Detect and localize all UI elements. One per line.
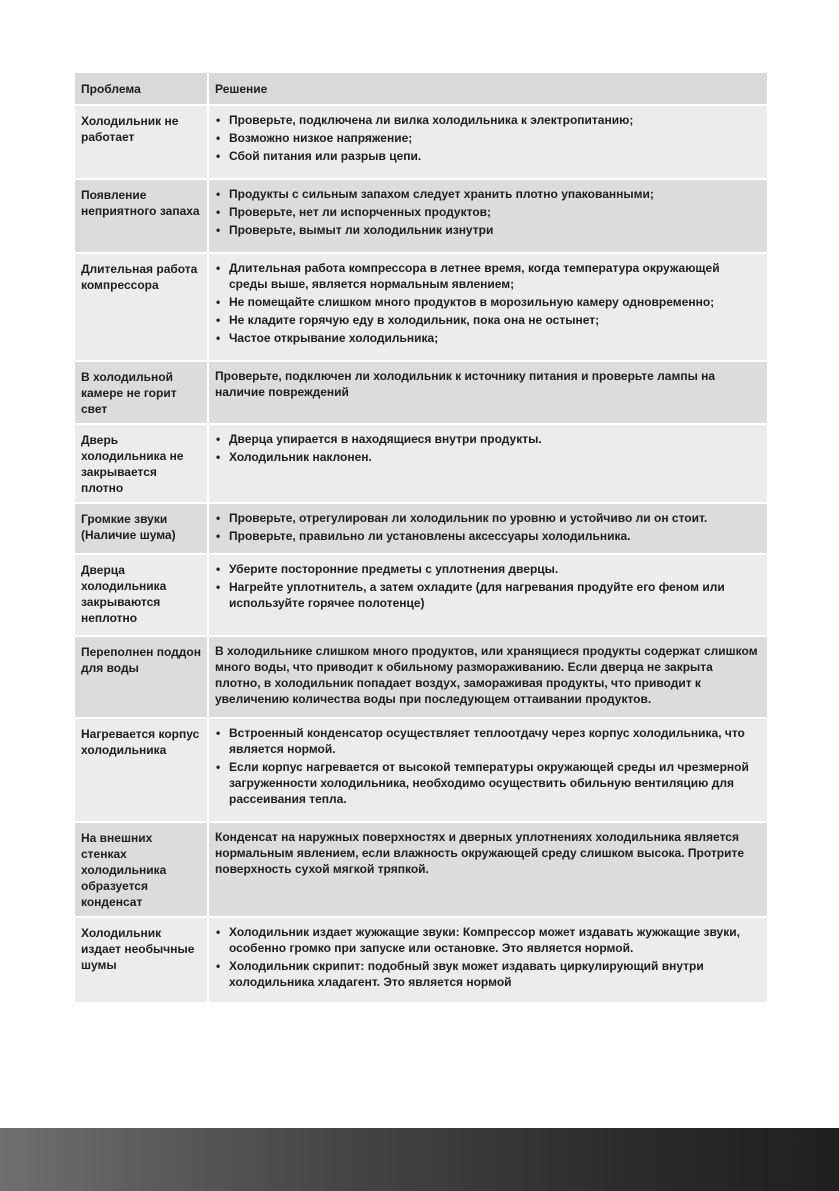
solution-list bbox=[215, 561, 761, 611]
problem-cell: Дверца холодильника закрываются неплотно bbox=[75, 554, 208, 636]
problem-cell: Переполнен поддон для воды bbox=[75, 636, 208, 718]
table-row bbox=[75, 822, 767, 917]
solution-list bbox=[215, 725, 761, 807]
list-item: • Сбой питания или разрыв цепи. bbox=[215, 148, 761, 164]
problem-cell: В холодильной камере не горит свет bbox=[75, 361, 208, 424]
problem-cell: Холодильник издает необычные шумы bbox=[75, 917, 208, 1003]
solution-text: В холодильнике слишком много продуктов, или хранящиеся продукты содержат слишком много воды, что приводит к обильному размораживанию. Если дверца не закрыта плотно, в холодильник попадает воздух, замораживая продукты, что приводит к увеличению количества воды при последующем оттаивании продуктов. bbox=[215, 644, 758, 706]
list-item: • Не помещайте слишком много продуктов в морозильную камеру одновременно; bbox=[215, 294, 761, 310]
list-item: • Проверьте, отрегулирован ли холодильник по уровню и устойчиво ли он стоит. bbox=[215, 510, 761, 526]
list-item: • Дверца упирается в находящиеся внутри продукты. bbox=[215, 431, 761, 447]
footer-bar bbox=[0, 1128, 839, 1191]
table-row bbox=[75, 503, 767, 554]
table-row bbox=[75, 718, 767, 822]
solution-cell bbox=[208, 179, 767, 253]
list-item: • Нагрейте уплотнитель, а затем охладите (для нагревания продуйте его феном или используйте горячее полотенце) bbox=[215, 579, 761, 611]
problem-cell: Дверь холодильника не закрывается плотно bbox=[75, 424, 208, 503]
table-row bbox=[75, 424, 767, 503]
problem-cell: На внешних стенках холодильника образуется конденсат bbox=[75, 822, 208, 917]
solution-list bbox=[215, 510, 761, 544]
troubleshooting-table bbox=[75, 73, 767, 1004]
list-item: • Проверьте, нет ли испорченных продуктов; bbox=[215, 204, 761, 220]
list-item: • Холодильник наклонен. bbox=[215, 449, 761, 465]
solution-cell bbox=[208, 361, 767, 424]
solution-list bbox=[215, 924, 761, 990]
list-item: • Холодильник скрипит: подобный звук может издавать циркулирующий внутри холодильника хладагент. Это является нормой bbox=[215, 958, 761, 990]
list-item: • Если корпус нагревается от высокой температуры окружающей среды ил чрезмерной загруженности холодильника, необходимо осуществить обильную вентиляцию для рассеивания тепла. bbox=[215, 759, 761, 807]
table-row bbox=[75, 253, 767, 361]
table-row bbox=[75, 636, 767, 718]
solution-cell bbox=[208, 503, 767, 554]
solution-cell bbox=[208, 554, 767, 636]
solution-list bbox=[215, 431, 761, 465]
header-solution: Решение bbox=[208, 73, 767, 105]
table-row bbox=[75, 361, 767, 424]
solution-list bbox=[215, 260, 761, 346]
list-item: • Проверьте, подключена ли вилка холодильника к электропитанию; bbox=[215, 112, 761, 128]
list-item: • Холодильник издает жужжащие звуки: Компрессор может издавать жужжащие звуки, особенно громко при запуске или остановке. Это является нормой. bbox=[215, 924, 761, 956]
list-item: • Проверьте, вымыт ли холодильник изнутри bbox=[215, 222, 761, 238]
list-item: • Частое открывание холодильника; bbox=[215, 330, 761, 346]
solution-cell bbox=[208, 424, 767, 503]
solution-list bbox=[215, 112, 761, 164]
problem-cell: Нагревается корпус холодильника bbox=[75, 718, 208, 822]
solution-list bbox=[215, 186, 761, 238]
table-row bbox=[75, 105, 767, 179]
list-item: • Проверьте, правильно ли установлены аксессуары холодильника. bbox=[215, 528, 761, 544]
solution-cell bbox=[208, 105, 767, 179]
problem-cell: Появление неприятного запаха bbox=[75, 179, 208, 253]
list-item: • Встроенный конденсатор осуществляет теплоотдачу через корпус холодильника, что является нормой. bbox=[215, 725, 761, 757]
solution-cell bbox=[208, 636, 767, 718]
solution-cell bbox=[208, 253, 767, 361]
list-item: • Возможно низкое напряжение; bbox=[215, 130, 761, 146]
problem-cell: Длительная работа компрессора bbox=[75, 253, 208, 361]
table-row bbox=[75, 179, 767, 253]
list-item: • Продукты с сильным запахом следует хранить плотно упакованными; bbox=[215, 186, 761, 202]
problem-cell: Громкие звуки (Наличие шума) bbox=[75, 503, 208, 554]
solution-cell bbox=[208, 822, 767, 917]
table-header-row bbox=[75, 73, 767, 105]
header-problem: Проблема bbox=[75, 73, 208, 105]
solution-text: Конденсат на наружных поверхностях и дверных уплотнениях холодильника является нормальным явлением, если влажность окружающей среду слишком высока. Протрите поверхность сухой мягкой тряпкой. bbox=[215, 830, 744, 876]
table-row bbox=[75, 917, 767, 1003]
list-item: • Не кладите горячую еду в холодильник, пока она не остынет; bbox=[215, 312, 761, 328]
table-row bbox=[75, 554, 767, 636]
solution-cell bbox=[208, 718, 767, 822]
list-item: • Длительная работа компрессора в летнее время, когда температура окружающей среды выше, является нормальным явлением; bbox=[215, 260, 761, 292]
problem-cell: Холодильник не работает bbox=[75, 105, 208, 179]
solution-cell bbox=[208, 917, 767, 1003]
list-item: • Уберите посторонние предметы с уплотнения дверцы. bbox=[215, 561, 761, 577]
solution-text: Проверьте, подключен ли холодильник к источнику питания и проверьте лампы на наличие повреждений bbox=[215, 369, 716, 399]
